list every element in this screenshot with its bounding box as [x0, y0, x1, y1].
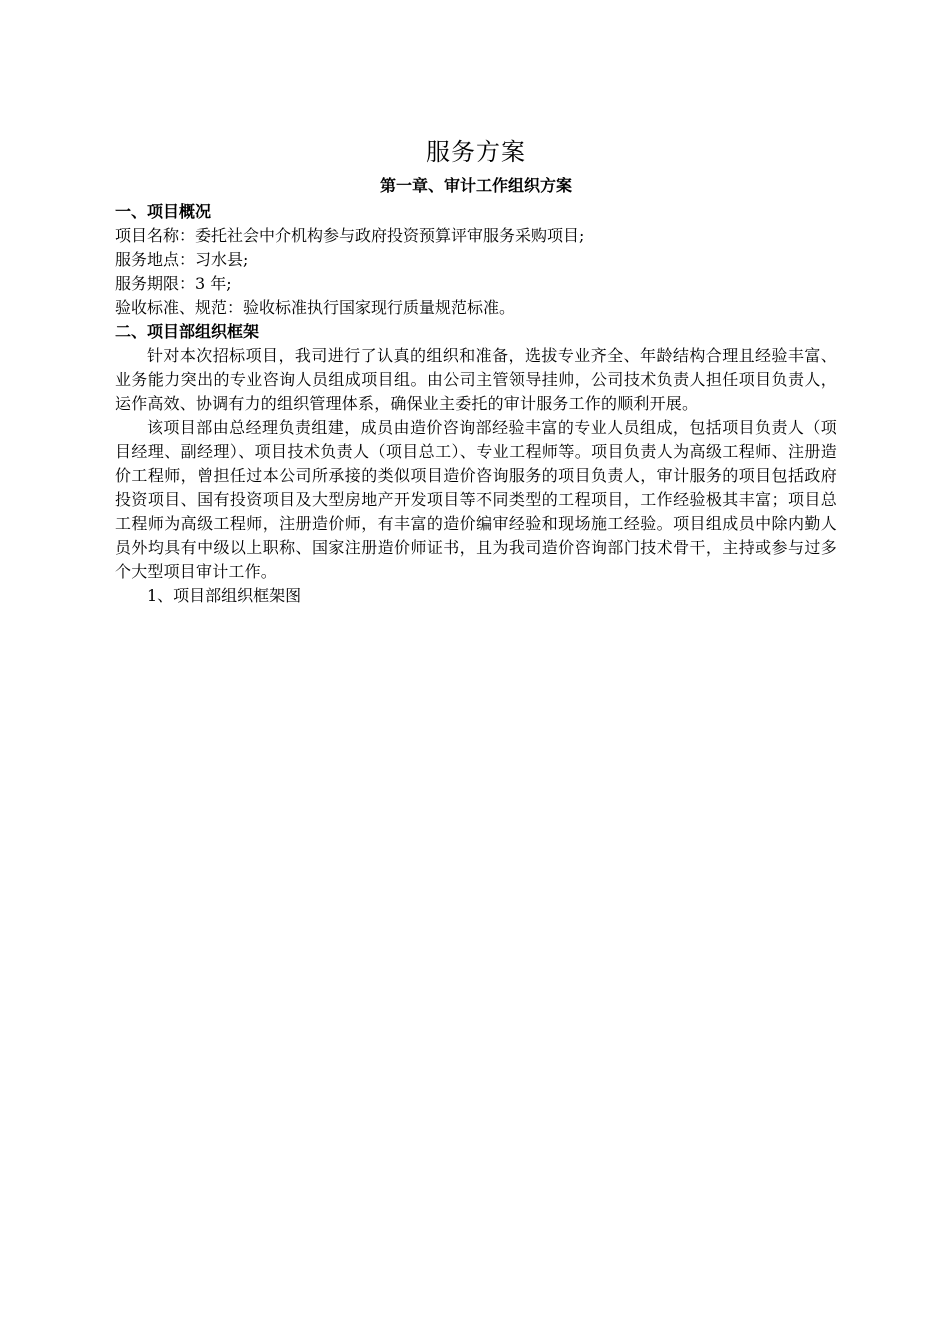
section-organization	[115, 320, 837, 608]
project-name-line: 项目名称：委托社会中介机构参与政府投资预算评审服务采购项目;	[115, 226, 585, 245]
sub-item-org-chart: 1、项目部组织框架图	[147, 586, 302, 605]
chapter-title: 第一章、审计工作组织方案	[379, 176, 572, 195]
section-project-overview	[115, 200, 837, 320]
document-body	[115, 134, 837, 608]
paragraph-team-members: 该项目部由总经理负责组建，成员由造价咨询部经验丰富的专业人员组成，包括项目负责人（项目经理、副经理）、项目技术负责人（项目总工）、专业工程师等。项目负责人为高级工程师、注册造价工程师，曾担任过本公司所承接的类似项目造价咨询服务的项目负责人，审计服务的项目包括政府投资项目、国有投资项目及大型房地产开发项目等不同类型的工程项目，工作经验极其丰富；项目总工程师为高级工程师，注册造价师，有丰富的造价编审经验和现场施工经验。项目组成员中除内勤人员外均具有中级以上职称、国家注册造价师证书，且为我司造价咨询部门技术骨干，主持或参与过多个大型项目审计工作。	[115, 418, 837, 581]
section-heading-overview: 一、项目概况	[115, 202, 212, 221]
service-period-line: 服务期限：3 年;	[115, 274, 232, 293]
acceptance-standard-line: 验收标准、规范：验收标准执行国家现行质量规范标准。	[115, 298, 516, 317]
paragraph-team-selection: 针对本次招标项目，我司进行了认真的组织和准备，选拔专业齐全、年龄结构合理且经验丰富、业务能力突出的专业咨询人员组成项目组。由公司主管领导挂帅，公司技术负责人担任项目负责人，运作高效、协调有力的组织管理体系，确保业主委托的审计服务工作的顺利开展。	[115, 346, 837, 413]
service-location-line: 服务地点：习水县;	[115, 250, 249, 269]
document-title: 服务方案	[426, 138, 526, 166]
section-heading-organization: 二、项目部组织框架	[115, 322, 260, 341]
